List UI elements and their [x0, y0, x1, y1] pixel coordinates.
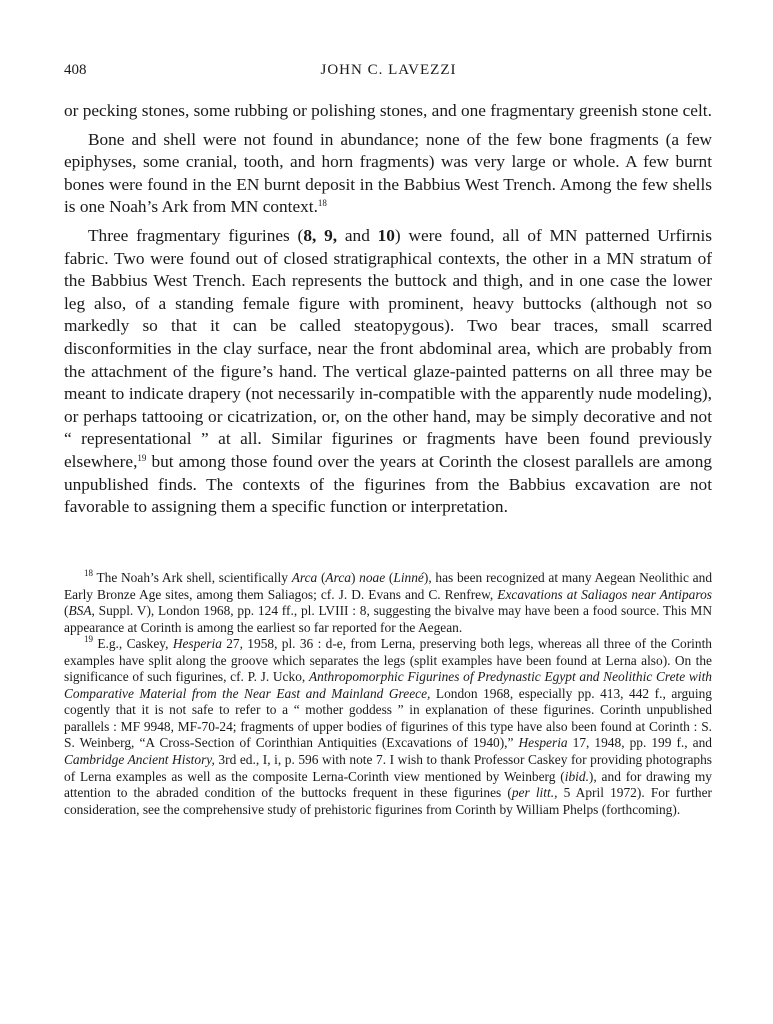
footnote-text: 27, 1958, pl. 36 : d-e, from Lerna, preserving both legs, whereas all three of the Corinth examples have split along the groove which separates the legs (split examples have been found at Lerna also). On the significance of such figurines, cf. P. J. Ucko,: [64, 636, 712, 685]
main-text: [64, 100, 712, 525]
footnote-ref-19[interactable]: 19: [137, 452, 147, 463]
running-head: JOHN C. LAVEZZI: [320, 62, 457, 78]
paragraph-1: or pecking stones, some rubbing or polishing stones, and one fragmentary greenish stone celt.: [64, 101, 712, 120]
footnote-italic: Hesperia: [172, 636, 222, 652]
figure-ref-10: 10: [377, 225, 395, 245]
footnote-italic: Arca: [325, 570, 351, 585]
footnote-italic: Cambridge Ancient History,: [64, 752, 215, 768]
paragraph-3-text: Three fragmentary figurines (: [88, 225, 304, 245]
footnote-italic: per litt.,: [511, 785, 558, 801]
page-number: 408: [64, 62, 87, 78]
footnote-italic: Anthropomorphic Figurines of Predynastic Egypt and Neolithic Crete with Comparative Material from the Near East and Mainland Greece,: [64, 669, 712, 701]
page-header: [64, 62, 713, 82]
footnote-number: 19: [84, 634, 93, 645]
footnote-text: London 1968, especially pp. 413, 442 f., arguing cogently that it is not safe to refer to a “ mother goddess ” in explanation of these figurines. Corinth unpublished parallels : MF 9948, MF-70-24; fragments of upper bodies of figurines of this type have also been found at Corinth : S. S. Weinberg, “A Cross-Section of Corinthian Antiquities (Excavations of 1940),”: [64, 685, 712, 751]
footnote-text: 17, 1948, pp. 199 f., and: [567, 735, 712, 751]
footnote-number: 18: [84, 568, 93, 578]
footnote-18: [64, 570, 712, 636]
footnote-text: The Noah’s Ark shell, scientifically: [93, 570, 292, 585]
paragraph-3-text: ) were found, all of MN patterned Urfirnis fabric. Two were found out of closed stratigraphical contexts, the other in a MN stratum of the Babbius West Trench. Each represents the buttock and thigh, and in one case the lower leg also, of a standing female figure with prominent, heavy buttocks (although not so markedly so that it can be called steatopygous). Two bear traces, small scarred disconformities in the clay surface, near the front abdominal area, which are probably from the attachment of the figure’s hand. The vertical glaze-painted patterns on all three may be meant to indicate drapery (not necessarily in-compatible with the apparently nude modeling), or perhaps tattooing or cicatrization, or, on the other hand, may be simply decorative and not “ representational ” at all. Similar figurines or fragments have been found previously elsewhere,: [64, 225, 713, 471]
footnote-text: ), and for drawing my attention to the abraded condition of the buttocks frequent in these figurines (: [64, 768, 712, 801]
footnote-text: , Suppl. V), London 1968, pp. 124 ff., pl. LVIII : 8, suggesting the bivalve may have been a food source. This MN appearance at Corinth is among the earliest so far reported for the Aegean.: [64, 603, 712, 635]
paragraph-2: [64, 129, 712, 219]
footnote-italic: noae: [359, 570, 386, 585]
footnote-italic: Excavations at Saliagos near Antiparos: [497, 586, 712, 602]
footnote-text: (: [385, 570, 394, 585]
footnotes: [64, 570, 712, 818]
footnote-text: 3rd ed., I, i, p. 596 with note 7. I wish to thank Professor Caskey for providing photographs of Lerna examples as well as the composite Lerna-Corinth view mentioned by Weinberg (: [64, 752, 712, 784]
figure-ref-9: 9,: [324, 225, 338, 245]
footnote-text: 5 April 1972). For further consideration, see the comprehensive study of prehistoric figurines from Corinth by William Phelps (forthcoming).: [64, 785, 712, 817]
footnote-italic: BSA: [68, 603, 92, 619]
footnote-text: (: [64, 603, 69, 619]
footnote-italic: Hesperia: [518, 735, 568, 751]
footnote-italic: Linné: [393, 570, 424, 585]
paragraph-3-text: and: [337, 225, 378, 245]
footnote-text: ), has been recognized at many Aegean Neolithic and Early Bronze Age sites, among them Saliagos; cf. J. D. Evans and C. Renfrew,: [64, 570, 713, 602]
footnote-italic: ibid.: [564, 768, 589, 784]
footnote-ref-18[interactable]: 18: [317, 198, 327, 209]
footnote-italic: Arca: [291, 570, 318, 585]
paragraph-3-text: but among those found over the years at Corinth the closest parallels are among unpublished finds. The contexts of the figurines from the Babbius excavation are not favorable to assigning them a specific function or interpretation.: [64, 451, 712, 517]
paragraph-2-text: Bone and shell were not found in abundance; none of the few bone fragments (a few epiphyses, some cranial, tooth, and horn fragments) was very large or whole. A few burnt bones were found in the EN burnt deposit in the Babbius West Trench. Among the few shells is one Noah’s Ark from MN context.: [64, 129, 712, 217]
footnote-text: ): [350, 570, 360, 585]
footnote-text: (: [317, 570, 326, 585]
footnote-text: E.g., Caskey,: [93, 636, 173, 652]
footnote-19: [64, 636, 712, 818]
paragraph-3: [64, 225, 712, 519]
figure-ref-8: 8,: [303, 225, 317, 245]
